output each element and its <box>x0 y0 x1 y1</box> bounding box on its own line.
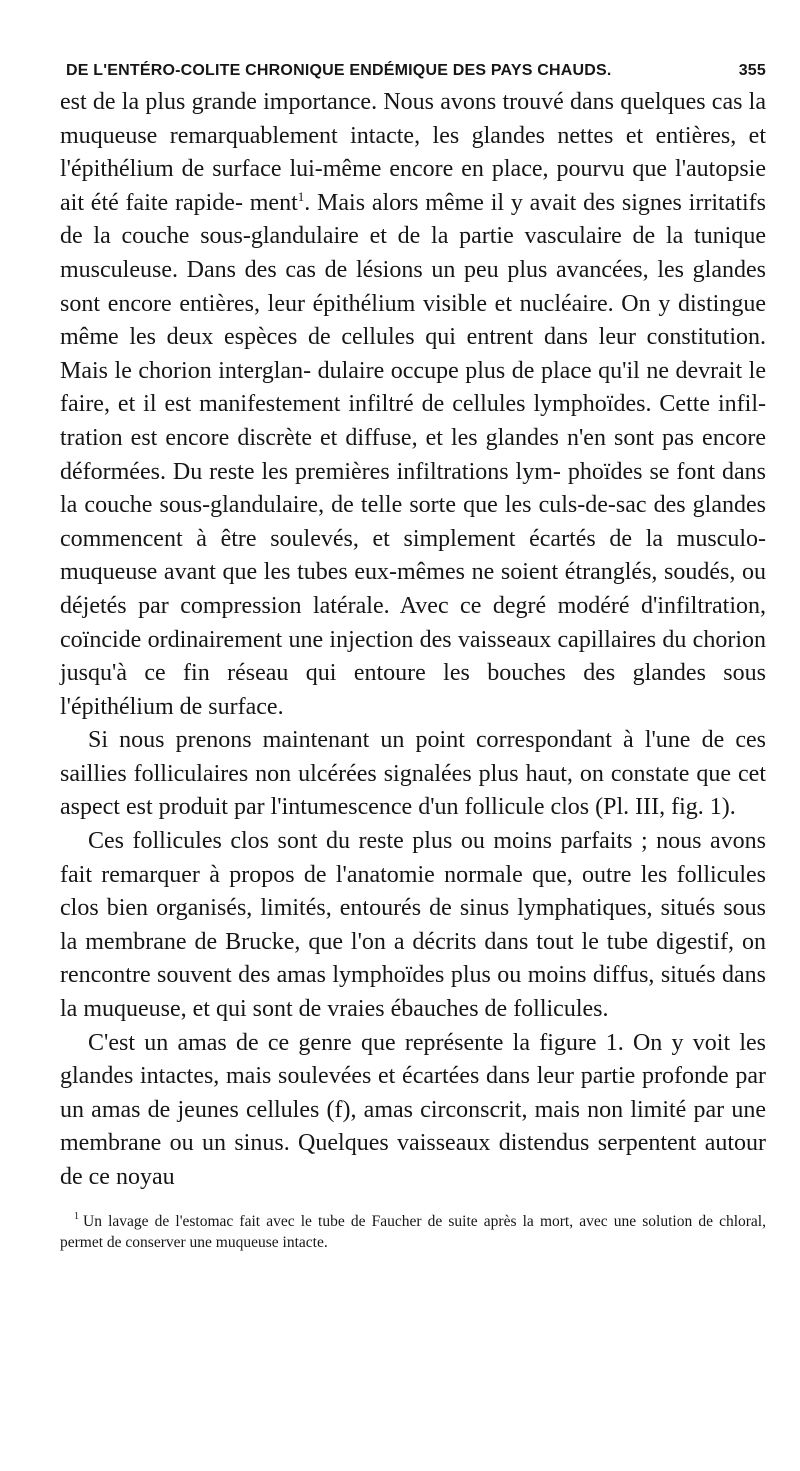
paragraph-4: C'est un amas de ce genre que représente la figure 1. On y voit les glandes intactes, mais soulevées et écartées dans leur partie profonde par un amas de jeunes cellules (f), amas circonscrit, mais non limité par une membrane ou un sinus. Quelques vaisseaux distendus serpentent autour de ce noyau <box>60 1029 766 1190</box>
running-title: DE L'ENTÉRO-COLITE CHRONIQUE ENDÉMIQUE DES PAYS CHAUDS. <box>66 62 612 79</box>
paragraph-3: Ces follicules clos sont du reste plus ou moins parfaits ; nous avons fait remarquer à propos de l'anatomie normale que, outre les follicules clos bien organisés, limités, entourés de sinus lymphatiques, situés sous la membrane de Brucke, que l'on a décrits dans tout le tube digestif, on rencontre souvent des amas lymphoïdes plus ou moins diffus, situés dans la muqueuse, et qui sont de vraies ébauches de follicules. <box>60 828 766 1023</box>
book-page <box>60 62 766 1253</box>
body-text <box>60 86 766 1195</box>
paragraph-2: Si nous prenons maintenant un point correspondant à l'une de ces saillies folliculaires non ulcérées signalées plus haut, on constate que cet aspect est produit par l'intumescence d'un follicule clos (Pl. III, fig. 1). <box>60 727 766 821</box>
page-number: 355 <box>738 62 766 79</box>
footnote-marker: 1 <box>74 1211 79 1223</box>
footnote-reference: 1 <box>297 188 305 204</box>
paragraph-1 <box>60 86 766 724</box>
footnote-text: Un lavage de l'estomac fait avec le tube de Faucher de suite après la mort, avec une solution de chloral, permet de conserver une muqueuse intacte. <box>60 1212 766 1251</box>
running-header <box>60 62 766 80</box>
footnote <box>60 1211 766 1253</box>
paragraph-1-text-a: est de la plus grande importance. Nous avons trouvé dans quelques cas la muqueuse remarquablement intacte, les glandes nettes et entières, et l'épithélium de surface lui-même encore en place, pourvu que l'autopsie ait été faite rapide- ment <box>60 89 766 216</box>
paragraph-1-text-b: . Mais alors même il y avait des signes irritatifs de la couche sous-glandulaire et de la partie vasculaire de la tunique musculeuse. Dans des cas de lésions un peu plus avancées, les glandes sont encore entières, leur épithélium visible et nucléaire. On y distingue même les deux espèces de cellules qui entrent dans leur constitution. Mais le chorion interglan- dulaire occupe plus de place qu'il ne devrait le faire, et il est manifestement infiltré de cellules lymphoïdes. Cette infil- tration est encore discrète et diffuse, et les glandes n'en sont pas encore déformées. Du reste les premières infiltrations lym- phoïdes se font dans la couche sous-glandulaire, de telle sorte que les culs-de-sac des glandes commencent à être soulevés, et simplement écartés de la musculo-muqueuse avant que les tubes eux-mêmes ne soient étranglés, soudés, ou déjetés par compression latérale. Avec ce degré modéré d'infiltration, coïncide ordinairement une injection des vaisseaux capillaires du chorion jusqu'à ce fin réseau qui entoure les bouches des glandes sous l'épithélium de surface. <box>60 189 766 720</box>
